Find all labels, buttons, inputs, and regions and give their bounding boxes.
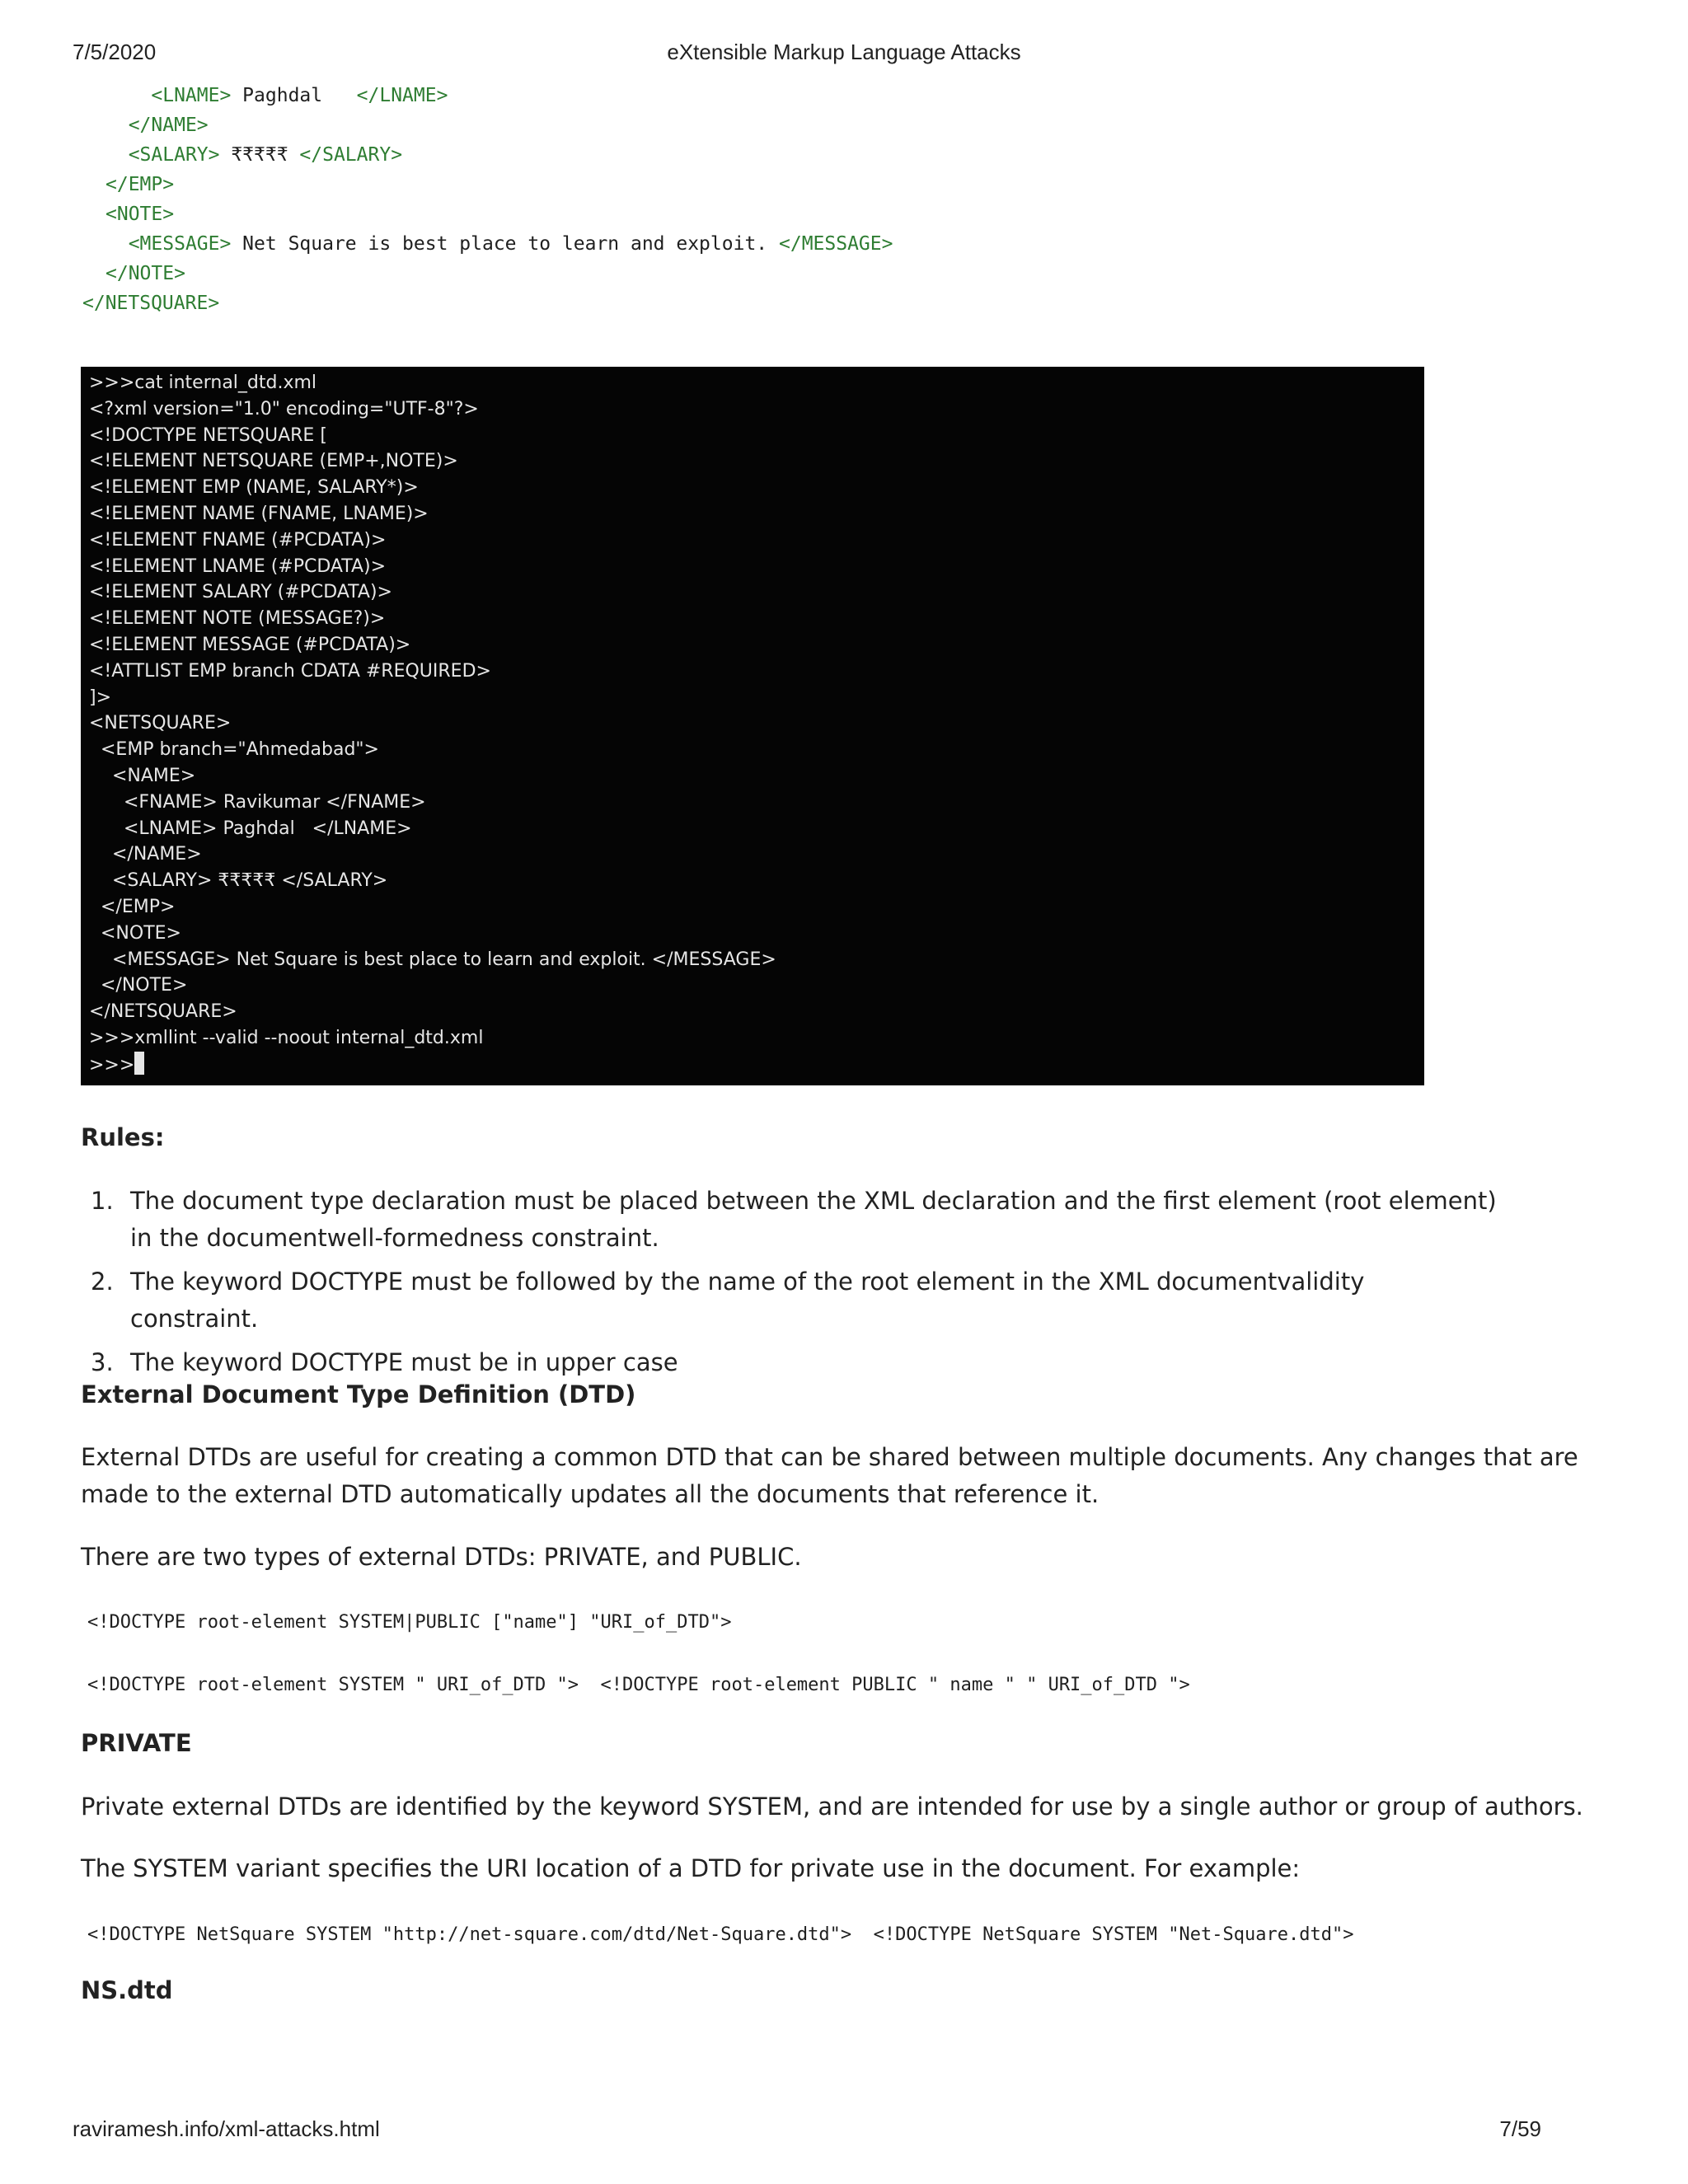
terminal-line: <!ELEMENT NOTE (MESSAGE?)> bbox=[89, 608, 386, 630]
terminal-line: <SALARY> ₹₹₹₹₹ </SALARY> bbox=[89, 870, 388, 892]
private-heading: PRIVATE bbox=[81, 1729, 192, 1757]
rules-heading: Rules: bbox=[81, 1123, 165, 1151]
page-footer bbox=[73, 2116, 1615, 2144]
rules-list bbox=[81, 1183, 1498, 1388]
terminal-line: </NAME> bbox=[89, 844, 202, 865]
terminal-line: </NOTE> bbox=[89, 975, 188, 996]
terminal-line: <!ELEMENT FNAME (#PCDATA)> bbox=[89, 529, 387, 551]
terminal-line: <!ELEMENT NETSQUARE (EMP+,NOTE)> bbox=[89, 451, 458, 472]
code-line: </NOTE> bbox=[106, 263, 185, 284]
code-line: </NETSQUARE> bbox=[82, 293, 220, 314]
terminal-line: </NETSQUARE> bbox=[89, 1001, 237, 1023]
terminal-line: <!DOCTYPE NETSQUARE [ bbox=[89, 424, 327, 446]
terminal-line: </EMP> bbox=[89, 896, 176, 917]
page-number: 7/59 bbox=[1499, 2116, 1541, 2141]
print-date: 7/5/2020 bbox=[73, 40, 157, 64]
private-paragraph: Private external DTDs are identified by the keyword SYSTEM, and are intended for use by a single author or group of authors. bbox=[81, 1793, 1583, 1821]
terminal-prompt-line bbox=[89, 1052, 1424, 1078]
xml-code-snippet bbox=[82, 81, 893, 318]
terminal-cursor bbox=[134, 1052, 144, 1075]
terminal-line: >>>xmllint --valid --noout internal_dtd.xml bbox=[89, 1027, 484, 1048]
terminal-line: <!ELEMENT MESSAGE (#PCDATA)> bbox=[89, 634, 411, 655]
code-line: <MESSAGE> Net Square is best place to learn and exploit. </MESSAGE> bbox=[128, 233, 893, 255]
terminal-line: <!ATTLIST EMP branch CDATA #REQUIRED> bbox=[89, 660, 491, 682]
system-variant-paragraph: The SYSTEM variant specifies the URI location of a DTD for private use in the document. For example: bbox=[81, 1854, 1301, 1882]
terminal-line: <NETSQUARE> bbox=[89, 713, 232, 734]
terminal-line: <LNAME> Paghdal </LNAME> bbox=[89, 818, 412, 839]
terminal-line: <!ELEMENT LNAME (#PCDATA)> bbox=[89, 555, 387, 577]
terminal-line: <?xml version="1.0" encoding="UTF-8"?> bbox=[89, 398, 479, 419]
document-title: eXtensible Markup Language Attacks bbox=[667, 40, 1021, 64]
terminal-line: >>>cat internal_dtd.xml bbox=[89, 373, 317, 393]
doctype-syntax-code: <!DOCTYPE root-element SYSTEM|PUBLIC ["name"] "URI_of_DTD"> bbox=[87, 1612, 732, 1633]
code-line: <LNAME> Paghdal </LNAME> bbox=[151, 85, 448, 106]
code-line: <NOTE> bbox=[106, 204, 175, 225]
terminal-line: <MESSAGE> Net Square is best place to learn and exploit. </MESSAGE> bbox=[89, 949, 776, 970]
terminal-prompt: >>> bbox=[89, 1054, 135, 1076]
terminal-line: <FNAME> Ravikumar </FNAME> bbox=[89, 791, 426, 813]
list-item: 2. The keyword DOCTYPE must be followed by the name of the root element in the XML documentvalidity constraint. bbox=[91, 1268, 1365, 1333]
terminal-line: <!ELEMENT NAME (FNAME, LNAME)> bbox=[89, 503, 429, 524]
page-url: raviramesh.info/xml-attacks.html bbox=[73, 2116, 380, 2141]
terminal-line: <!ELEMENT SALARY (#PCDATA)> bbox=[89, 582, 392, 603]
list-item: 3. The keyword DOCTYPE must be in upper case bbox=[91, 1348, 678, 1376]
system-examples-code: <!DOCTYPE NetSquare SYSTEM "http://net-square.com/dtd/Net-Square.dtd"> <!DOCTYPE NetSquare SYSTEM "Net-Square.dtd"> bbox=[87, 1924, 1354, 1945]
external-dtd-heading: External Document Type Definition (DTD) bbox=[81, 1380, 636, 1408]
external-dtd-paragraph: External DTDs are useful for creating a common DTD that can be shared between multiple documents. Any changes that are made to the external DTD automatically updates all the documents that reference it. bbox=[81, 1443, 1578, 1508]
doctype-examples-code: <!DOCTYPE root-element SYSTEM " URI_of_DTD "> <!DOCTYPE root-element PUBLIC " name " " URI_of_DTD "> bbox=[87, 1675, 1190, 1695]
external-dtd-types-paragraph: There are two types of external DTDs: PRIVATE, and PUBLIC. bbox=[81, 1543, 802, 1571]
code-line: <SALARY> ₹₹₹₹₹ </SALARY> bbox=[128, 144, 403, 166]
list-item: 1. The document type declaration must be placed between the XML declaration and the first element (root element) in the documentwell-formedness constraint. bbox=[91, 1187, 1497, 1252]
terminal-screenshot bbox=[81, 367, 1424, 1085]
code-line: </EMP> bbox=[106, 174, 175, 195]
terminal-line: <NOTE> bbox=[89, 922, 181, 944]
terminal-line: <!ELEMENT EMP (NAME, SALARY*)> bbox=[89, 477, 419, 499]
code-line: </NAME> bbox=[128, 115, 209, 136]
terminal-line: <NAME> bbox=[89, 765, 196, 786]
terminal-line: <EMP branch="Ahmedabad"> bbox=[89, 739, 379, 761]
ns-dtd-heading: NS.dtd bbox=[81, 1976, 173, 2004]
page-header bbox=[73, 40, 1615, 68]
terminal-line: ]> bbox=[89, 687, 112, 708]
